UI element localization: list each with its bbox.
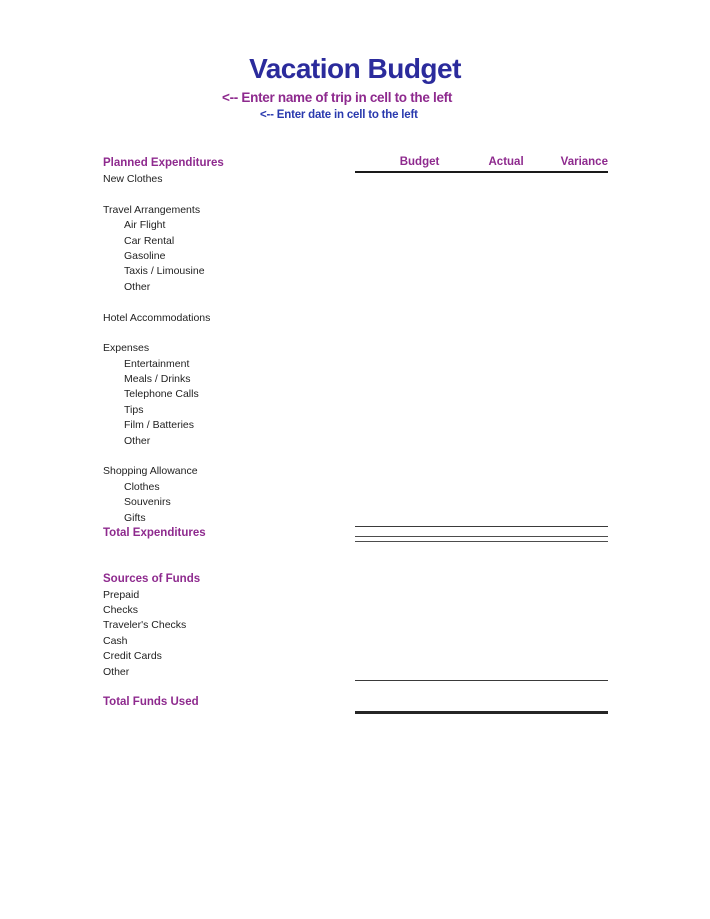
table-row [0, 511, 710, 526]
amount-area [355, 680, 608, 695]
row-label: Checks [103, 603, 139, 616]
table-row [0, 403, 710, 418]
amount-area [355, 264, 608, 279]
row-label: Meals / Drinks [124, 373, 191, 386]
row-label: Sources of Funds [103, 573, 201, 586]
amount-area [355, 572, 608, 587]
amount-area [355, 526, 608, 542]
amount-area [355, 295, 608, 310]
row-label: Hotel Accommodations [103, 311, 211, 324]
amount-area [355, 249, 608, 264]
budget-rows [0, 172, 710, 711]
row-label: Other [124, 280, 151, 293]
table-row [0, 618, 710, 633]
amount-area [355, 557, 608, 572]
amount-area [355, 280, 608, 295]
table-row [0, 649, 710, 664]
row-label: New Clothes [103, 173, 163, 185]
table-header [0, 155, 710, 171]
row-label: Air Flight [124, 219, 166, 232]
row-label: Prepaid [103, 588, 140, 601]
table-row [0, 311, 710, 326]
column-headers-underline [355, 155, 608, 173]
amount-area [355, 495, 608, 510]
row-label: Shopping Allowance [103, 465, 198, 478]
amount-area [355, 403, 608, 418]
row-label: Other [103, 665, 130, 678]
amount-area [355, 649, 608, 664]
table-row [0, 372, 710, 387]
row-label: Traveler's Checks [103, 619, 187, 632]
table-row [0, 341, 710, 356]
row-label: Film / Batteries [124, 419, 195, 432]
table-row [0, 280, 710, 295]
table-row [0, 172, 710, 187]
amount-area [355, 203, 608, 218]
table-row [0, 264, 710, 279]
row-label: Gifts [124, 511, 146, 524]
amount-area [355, 511, 608, 526]
amount-area [355, 387, 608, 402]
table-row [0, 695, 710, 710]
row-label: Other [124, 434, 151, 447]
table-row [0, 572, 710, 587]
amount-area [355, 634, 608, 649]
amount-area [355, 434, 608, 449]
table-row [0, 203, 710, 218]
amount-area [355, 449, 608, 464]
page-title: Vacation Budget [249, 53, 461, 84]
trip-name-hint: <-- Enter name of trip in cell to the left [222, 90, 453, 105]
amount-area [355, 464, 608, 479]
amount-area [355, 218, 608, 233]
row-label: Credit Cards [103, 650, 162, 663]
table-row [0, 680, 710, 695]
amount-area [355, 187, 608, 202]
row-label: Travel Arrangements [103, 203, 201, 216]
table-row [0, 464, 710, 479]
amount-area [355, 618, 608, 633]
column-header-budget: Budget [399, 156, 440, 168]
row-label: Cash [103, 634, 128, 647]
table-row [0, 541, 710, 556]
row-label: Total Expenditures [103, 526, 206, 539]
row-label: Gasoline [124, 249, 166, 262]
table-row [0, 357, 710, 372]
table-row [0, 480, 710, 495]
table-row [0, 387, 710, 402]
row-label: Expenses [103, 342, 150, 355]
table-row [0, 495, 710, 510]
table-row [0, 634, 710, 649]
table-row [0, 187, 710, 202]
amount-area [355, 418, 608, 433]
row-label: Total Funds Used [103, 696, 199, 709]
table-row [0, 326, 710, 341]
amount-area [355, 480, 608, 495]
amount-area [355, 541, 608, 556]
amount-area [355, 588, 608, 603]
amount-area [355, 341, 608, 356]
table-row [0, 665, 710, 680]
amount-area [355, 357, 608, 372]
row-label: Tips [124, 403, 144, 416]
table-row [0, 218, 710, 233]
planned-expenditures-header: Planned Expenditures [103, 157, 224, 169]
date-hint: <-- Enter date in cell to the left [260, 109, 418, 121]
row-label: Car Rental [124, 234, 175, 247]
table-row [0, 249, 710, 264]
amount-area [355, 603, 608, 618]
column-header-actual: Actual [488, 156, 524, 168]
amount-area [355, 234, 608, 249]
table-row [0, 588, 710, 603]
row-label: Taxis / Limousine [124, 265, 205, 278]
row-label: Telephone Calls [124, 388, 199, 401]
row-label: Entertainment [124, 357, 190, 370]
amount-area [355, 665, 608, 681]
row-label: Souvenirs [124, 496, 171, 509]
amount-area [355, 172, 608, 187]
amount-area [355, 326, 608, 341]
table-row [0, 557, 710, 572]
amount-area [355, 372, 608, 387]
amount-area [355, 695, 608, 713]
table-row [0, 526, 710, 541]
table-row [0, 603, 710, 618]
table-row [0, 234, 710, 249]
column-header-variance: Variance [560, 156, 608, 168]
table-row [0, 434, 710, 449]
row-label: Clothes [124, 480, 160, 493]
table-row [0, 295, 710, 310]
table-row [0, 449, 710, 464]
amount-area [355, 311, 608, 326]
table-row [0, 418, 710, 433]
